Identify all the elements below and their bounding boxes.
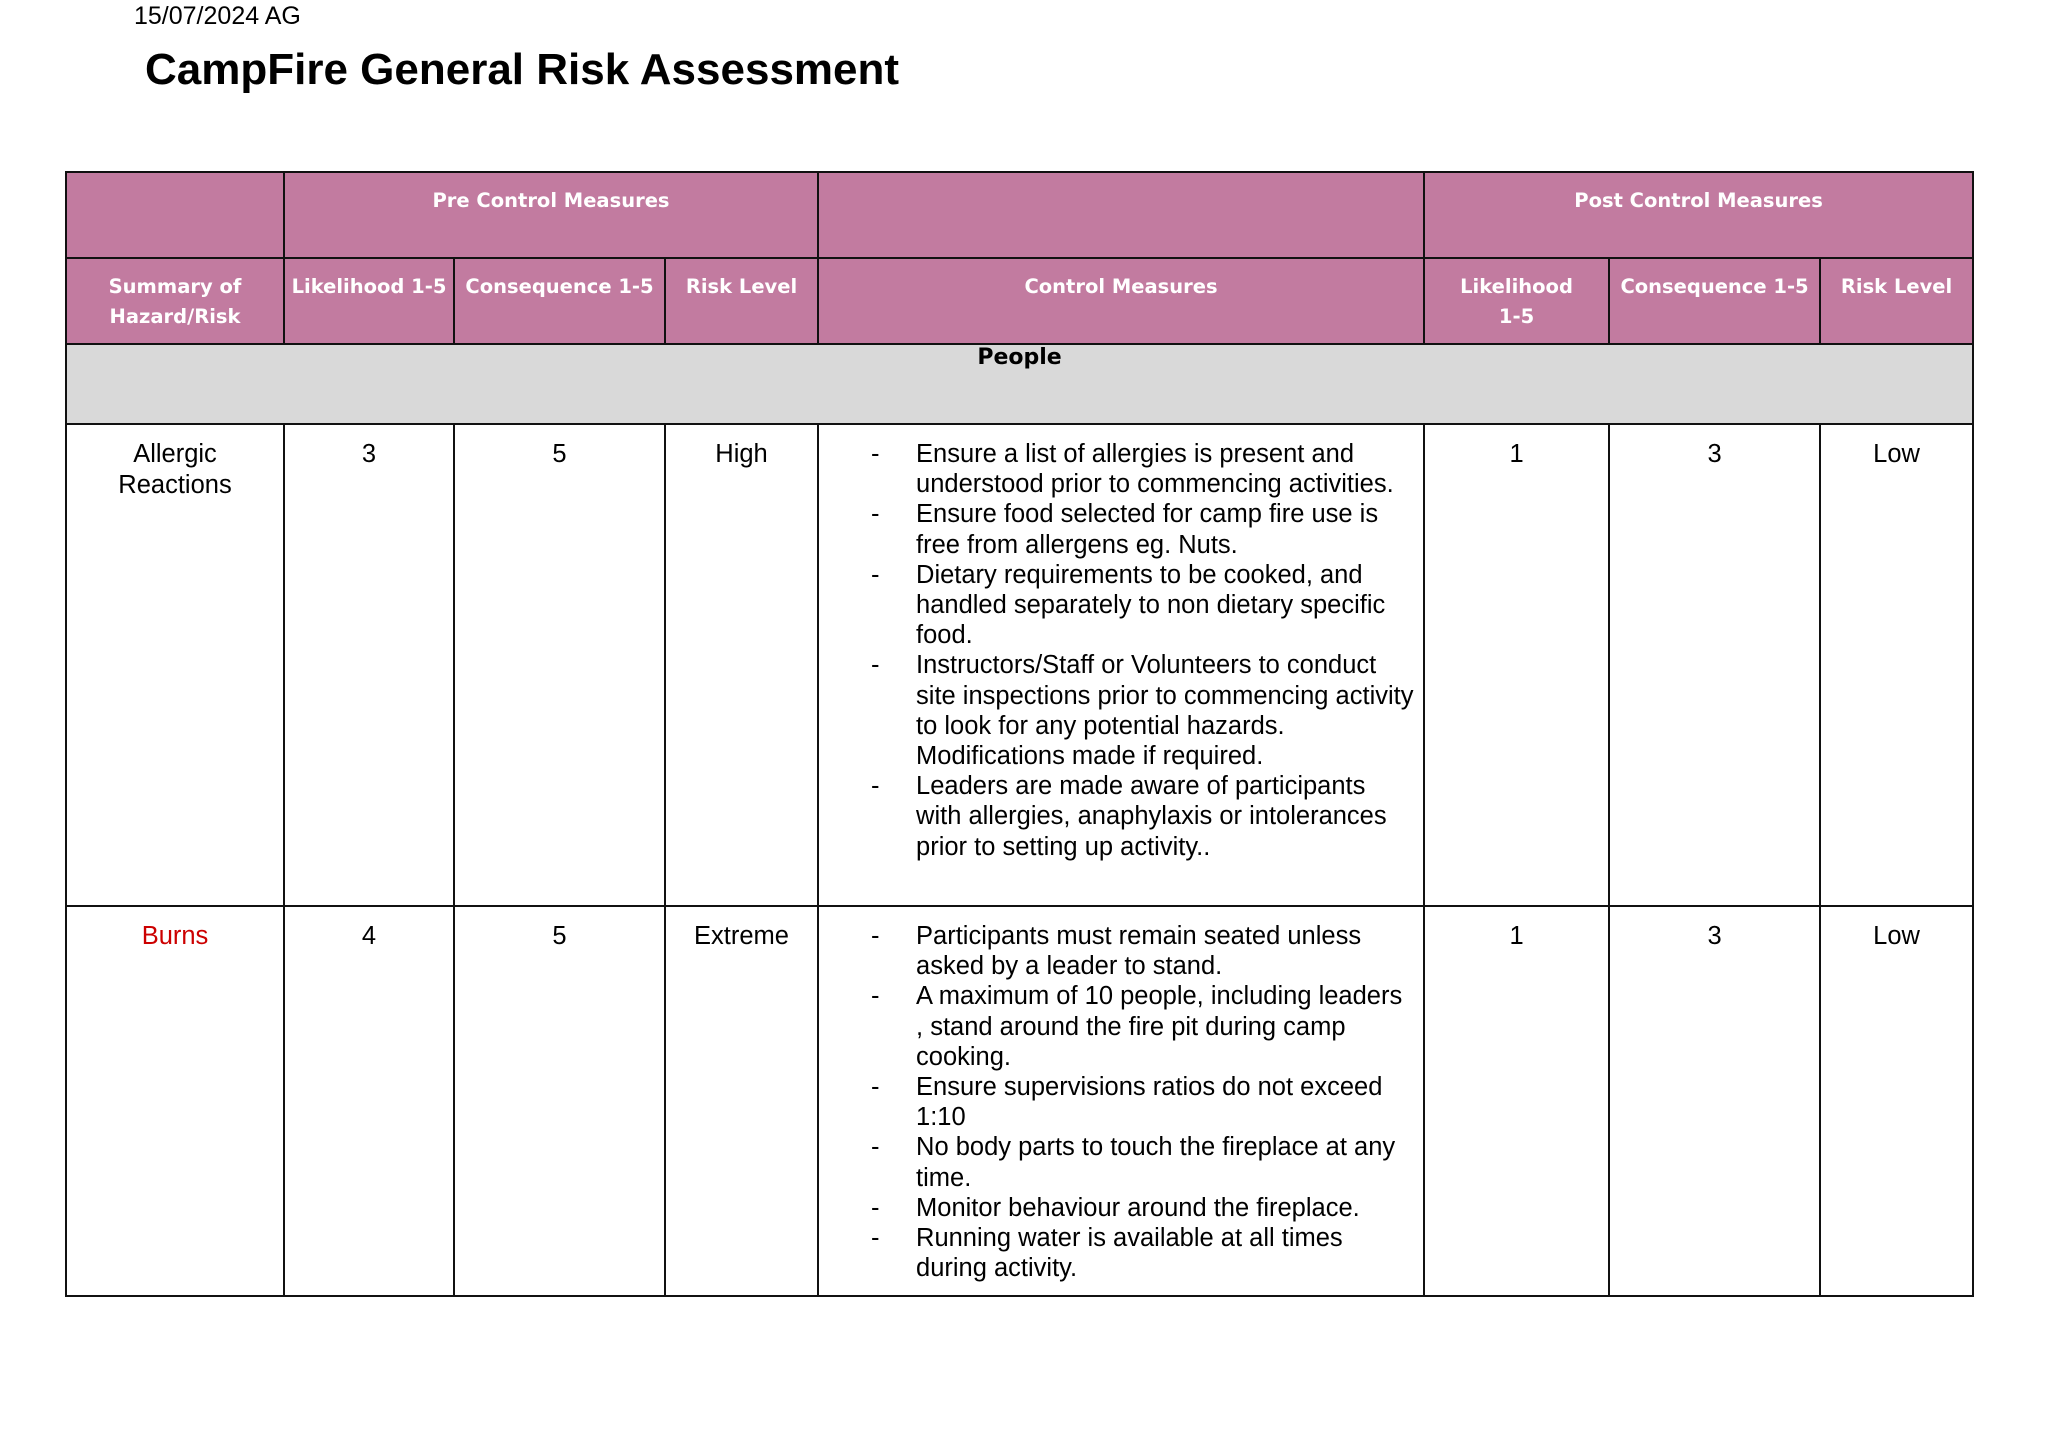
- control-measure-item: - Participants must remain seated unless asked by a leader to stand.: [871, 921, 1415, 981]
- column-header-row: [66, 258, 1973, 344]
- control-measure-item: - Ensure a list of allergies is present and understood prior to commencing activities.: [871, 439, 1415, 499]
- section-row: [66, 344, 1973, 424]
- column-header-post-consequence: Consequence 1-5: [1609, 258, 1820, 344]
- control-measure-item: - Dietary requirements to be cooked, and handled separately to non dietary specific food.: [871, 560, 1415, 651]
- control-measure-item: - A maximum of 10 people, including leaders , stand around the fire pit during camp cooking.: [871, 981, 1415, 1072]
- control-measure-item: - Running water is available at all times during activity.: [871, 1223, 1415, 1283]
- risk-assessment-table: [65, 171, 1974, 1297]
- control-measure-item: - Leaders are made aware of participants with allergies, anaphylaxis or intolerances prior to setting up activity..: [871, 771, 1415, 862]
- control-measure-item: - Monitor behaviour around the fireplace.: [871, 1193, 1415, 1223]
- column-header-summary-label: Summary of Hazard/Risk: [108, 275, 242, 328]
- control-measure-item: - Ensure food selected for camp fire use is free from allergens eg. Nuts.: [871, 499, 1415, 559]
- pre-consequence-cell: 5: [454, 906, 665, 1296]
- control-measures-list: [819, 907, 1423, 1295]
- post-consequence-cell: 3: [1609, 906, 1820, 1296]
- control-measures-cell: [818, 424, 1424, 906]
- column-header-summary: [66, 258, 284, 344]
- post-likelihood-cell: 1: [1424, 424, 1609, 906]
- post-risk-cell: Low: [1820, 424, 1973, 906]
- hazard-label: Allergic Reactions: [118, 440, 232, 499]
- document-title: CampFire General Risk Assessment: [145, 45, 900, 94]
- post-risk-cell: Low: [1820, 906, 1973, 1296]
- control-measures-cell: [818, 906, 1424, 1296]
- table-row: [66, 906, 1973, 1296]
- control-measures-list: [819, 425, 1423, 874]
- post-consequence-cell: 3: [1609, 424, 1820, 906]
- column-header-pre-likelihood: Likelihood 1-5: [284, 258, 454, 344]
- control-measure-item: - No body parts to touch the fireplace at any time.: [871, 1132, 1415, 1192]
- pre-risk-cell: Extreme: [665, 906, 818, 1296]
- post-likelihood-cell: 1: [1424, 906, 1609, 1296]
- hazard-cell: Burns: [66, 906, 284, 1296]
- pre-risk-cell: High: [665, 424, 818, 906]
- column-header-pre-consequence: Consequence 1-5: [454, 258, 665, 344]
- pre-likelihood-cell: 4: [284, 906, 454, 1296]
- column-header-post-likelihood: [1424, 258, 1609, 344]
- group-header-pre: Pre Control Measures: [284, 172, 818, 258]
- hazard-cell: [66, 424, 284, 906]
- table-row: [66, 424, 1973, 906]
- pre-likelihood-cell: 3: [284, 424, 454, 906]
- column-header-pre-risk: Risk Level: [665, 258, 818, 344]
- control-measure-item: - Instructors/Staff or Volunteers to conduct site inspections prior to commencing activity to look for any potential hazards. Modifications made if required.: [871, 650, 1415, 771]
- pre-consequence-cell: 5: [454, 424, 665, 906]
- group-header-row: [66, 172, 1973, 258]
- date-line: 15/07/2024 AG: [134, 2, 301, 30]
- column-header-post-risk: Risk Level: [1820, 258, 1973, 344]
- group-header-blank: [66, 172, 284, 258]
- section-label: People: [66, 344, 1973, 424]
- group-header-post: Post Control Measures: [1424, 172, 1973, 258]
- column-header-control: Control Measures: [818, 258, 1424, 344]
- control-measure-item: - Ensure supervisions ratios do not exceed 1:10: [871, 1072, 1415, 1132]
- column-header-post-likelihood-label: Likelihood 1-5: [1460, 275, 1573, 328]
- group-header-blank-middle: [818, 172, 1424, 258]
